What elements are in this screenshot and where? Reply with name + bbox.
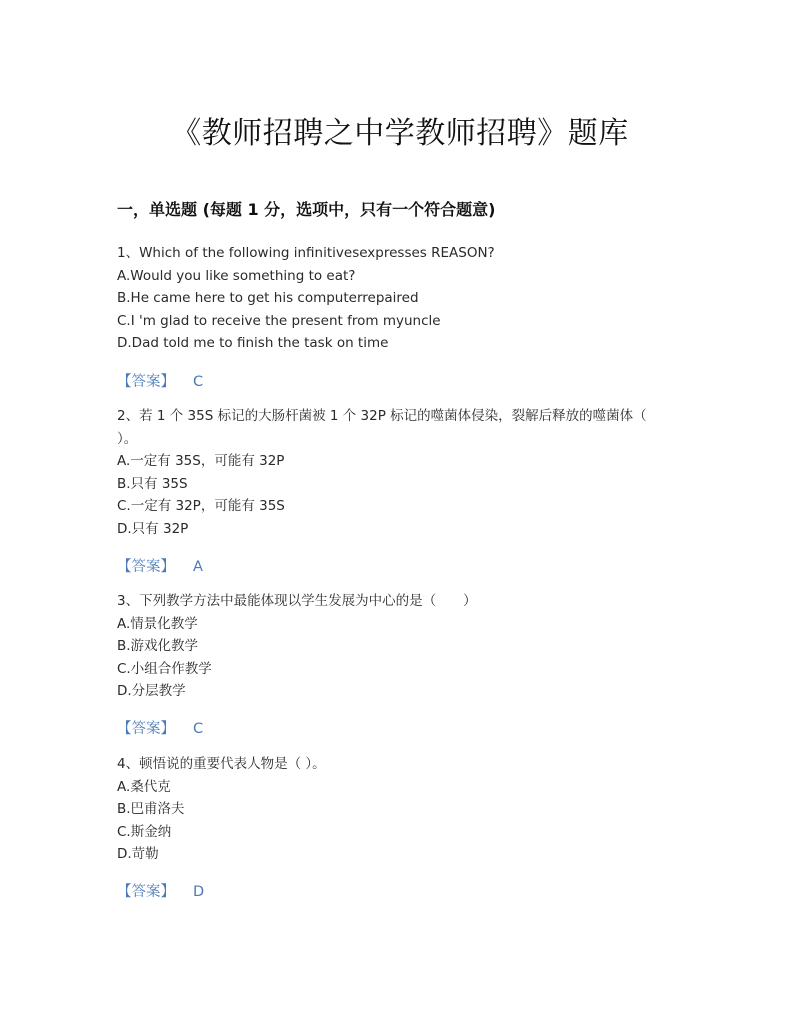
answer-value: C: [193, 374, 204, 390]
option-b: B.巴甫洛夫: [117, 801, 185, 818]
option-d: D.苛勒: [117, 846, 159, 863]
question-stem: 3、下列教学方法中最能体现以学生发展为中心的是（ ）: [117, 593, 477, 609]
answer-label: 【答案】: [117, 721, 175, 737]
option-c: C.斯金纳: [117, 823, 172, 840]
option-a: A.Would you like something to eat?: [117, 267, 356, 284]
question-1: [117, 242, 677, 355]
option-d: D.Dad told me to finish the task on time: [117, 335, 389, 352]
option-a: A.一定有 35S，可能有 32P: [117, 453, 285, 470]
question-3: [117, 590, 677, 703]
answer-3: [117, 717, 203, 738]
option-b: B.只有 35S: [117, 475, 188, 492]
question-stem: 2、若 1 个 35S 标记的大肠杆菌被 1 个 32P 标记的噬菌体侵染，裂解后释放的噬菌体（ ）。: [117, 408, 647, 447]
answer-1: [117, 370, 203, 391]
section-heading: 一，单选题 (每题 1 分，选项中，只有一个符合题意): [117, 200, 496, 219]
option-c: C.一定有 32P，可能有 35S: [117, 498, 285, 515]
answer-2: [117, 555, 203, 576]
question-2: [117, 405, 667, 541]
option-b: B.He came here to get his computerrepaired: [117, 290, 419, 307]
answer-label: 【答案】: [117, 374, 175, 390]
option-d: D.分层教学: [117, 683, 186, 700]
answer-label: 【答案】: [117, 559, 175, 575]
answer-value: A: [193, 559, 203, 575]
answer-label: 【答案】: [117, 884, 175, 900]
option-c: C.I 'm glad to receive the present from myuncle: [117, 312, 441, 329]
question-stem: 1、Which of the following infinitivesexpresses REASON?: [117, 245, 495, 261]
option-a: A.情景化教学: [117, 615, 198, 632]
option-a: A.桑代克: [117, 778, 171, 795]
answer-value: D: [193, 884, 205, 900]
option-c: C.小组合作教学: [117, 660, 212, 677]
option-b: B.游戏化教学: [117, 638, 199, 655]
question-4: [117, 753, 677, 866]
question-stem: 4、顿悟说的重要代表人物是（ ）。: [117, 756, 326, 772]
option-d: D.只有 32P: [117, 520, 189, 537]
answer-4: [117, 880, 204, 901]
answer-value: C: [193, 721, 204, 737]
document-title: 《教师招聘之中学教师招聘》题库: [171, 116, 629, 151]
